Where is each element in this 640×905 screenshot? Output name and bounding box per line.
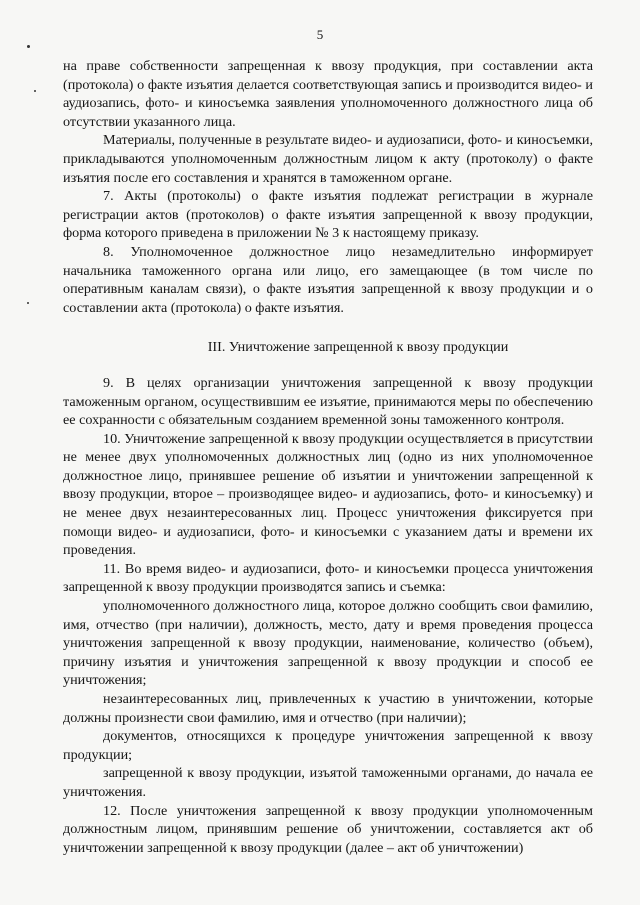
paragraph-11-item-official: уполномоченного должностного лица, которое должно сообщить свои фамилию, имя, отчество (при наличии), должность, место, дату и время проведения процесса уничтожения запрещенной к ввозу продукции, наименование, количество (объем), причину изъятия и уничтожения запрещенной к ввозу продукции и способ ее уничтожения; [63, 598, 593, 689]
paragraph-11-item-documents: документов, относящихся к процедуре уничтожения запрещенной к ввозу продукции; [63, 728, 593, 763]
paragraph-11-item-products: запрещенной к ввозу продукции, изъятой таможенными органами, до начала ее уничтожения. [63, 765, 593, 800]
document-body [63, 57, 593, 857]
paragraph-11-item-persons: незаинтересованных лиц, привлеченных к участию в уничтожении, которые должны произнести свои фамилию, имя и отчество (при наличии); [63, 691, 593, 726]
paragraph-8: 8. Уполномоченное должностное лицо незамедлительно информирует начальника таможенного органа или лицо, его замещающее (в том числе по оперативным каналам связи), о факте изъятия запрещенной к ввозу продукции и о составлении акта (протокола) о факте изъятия. [63, 243, 593, 316]
paragraph-9: 9. В целях организации уничтожения запрещенной к ввозу продукции таможенным органом, осуществившим ее изъятие, принимаются меры по обеспечению ее сохранности с обязательным созданием временной зоны таможенного контроля. [63, 374, 593, 429]
page-number: 5 [316, 27, 324, 42]
paragraph-7: 7. Акты (протоколы) о факте изъятия подлежат регистрации в журнале регистрации актов (протоколов) о факте изъятия запрещенной к ввозу продукции, форма которого приведена в приложении № 3 к настоящему приказу. [63, 188, 593, 242]
paragraph-6-continued: на праве собственности запрещенная к ввозу продукция, при составлении акта (протокола) о факте изъятия делается соответствующая запись и производится видео- и аудиозапись, фото- и киносъемка заявления уполномоченного должностного лица об отсутствии указанного лица. [63, 58, 593, 130]
paragraph-11: 11. Во время видео- и аудиозаписи, фото- и киносъемки процесса уничтожения запрещенной к ввозу продукции производятся запись и съемка: [63, 560, 593, 596]
paragraph-12: 12. После уничтожения запрещенной к ввозу продукции уполномоченным должностным лицом, принявшим решение об уничтожении, составляется акт об уничтожении запрещенной к ввозу продукции (далее – акт об уничтожении) [63, 802, 593, 856]
section-heading: III. Уничтожение запрещенной к ввозу продукции [207, 339, 509, 356]
paragraph-materials: Материалы, полученные в результате видео- и аудиозаписи, фото- и киносъемки, прикладываются уполномоченным должностным лицом к акту (протоколу) о факте изъятия после его составления и хранятся в таможенном органе. [63, 132, 593, 186]
paragraph-10: 10. Уничтожение запрещенной к ввозу продукции осуществляется в присутствии не менее двух уполномоченных должностных лиц (одно из них уполномоченное должностное лицо, принявшее решение об изъятии и уничтожении запрещенной к ввозу продукции, второе – производящее видео- и аудиозапись, фото- и киносъемку) и не менее двух незаинтересованных лиц. Процесс уничтожения фиксируется при помощи видео- и аудиозаписи, фото- и киносъемки с указанием даты и времени их проведения. [63, 430, 593, 559]
